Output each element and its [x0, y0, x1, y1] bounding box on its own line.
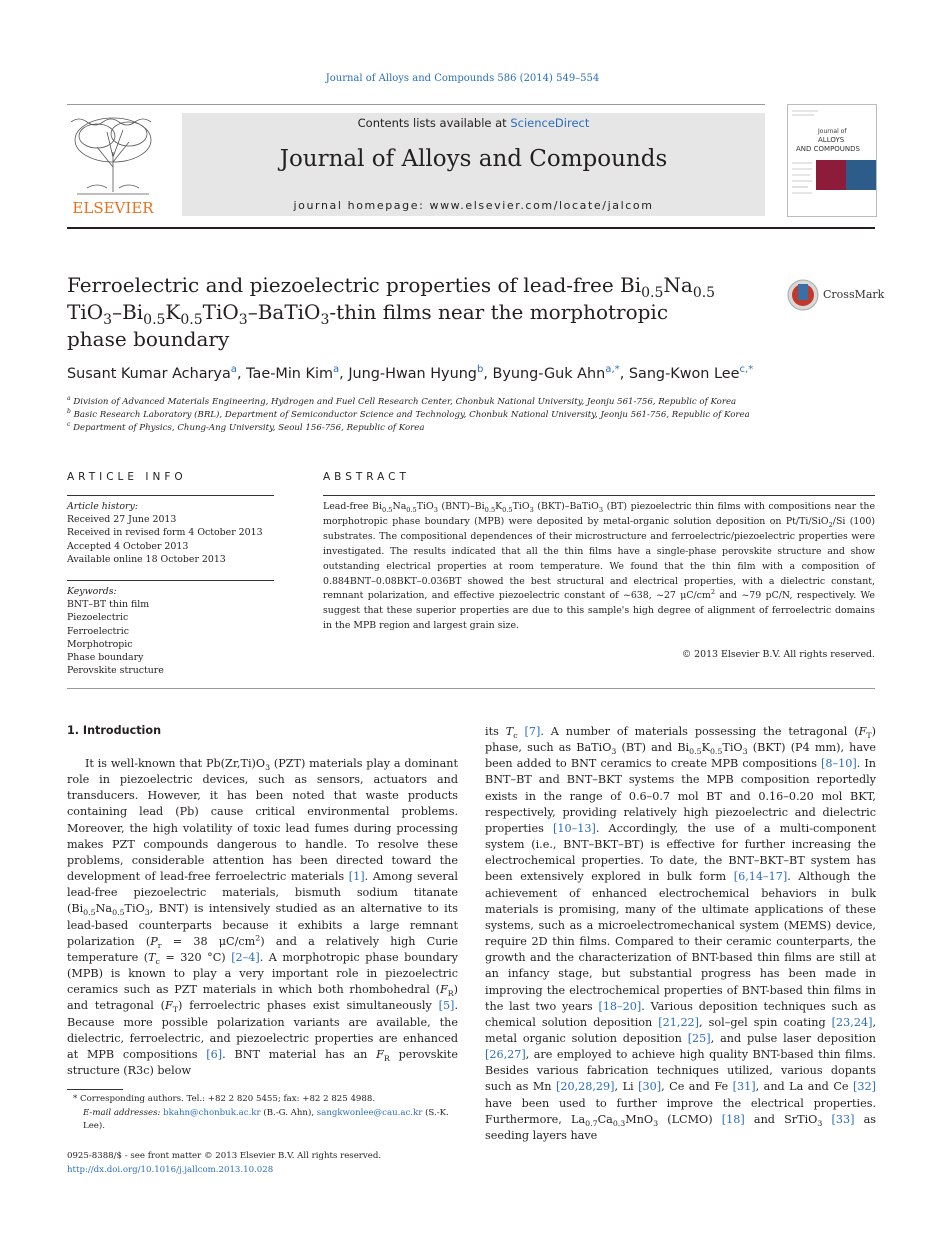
author: Susant Kumar Acharya — [67, 366, 231, 382]
keyword: Morphotropic — [67, 638, 133, 650]
issn-line: 0925-8388/$ - see front matter © 2013 Elsevier B.V. All rights reserved. — [67, 1151, 382, 1161]
section-rule — [67, 688, 875, 689]
article-history: Article history: Received 27 June 2013 Received in revised form 4 October 2013 Accepted 4 October 2013 Available online 18 October 2013 — [67, 501, 263, 565]
keyword: Ferroelectric — [67, 625, 129, 637]
keywords: Keywords: BNT–BT thin film Piezoelectric Ferroelectric Morphotropic Phase boundary Perovskite structure — [67, 585, 274, 677]
elsevier-logo — [67, 112, 159, 216]
author-list: Susant Kumar Acharya$^a$, Tae-Min Kim$^a$, Jung-Hwan Hyung$^b$, Byung-Guk Ahn$^{a,*}$, Sang-Kwon Lee$^{c,*}$ — [67, 364, 754, 382]
svg-text:Journal of: Journal of — [818, 128, 847, 135]
author: Byung-Guk Ahn — [492, 366, 606, 382]
abstract-text: Lead-free $Bi_{0.5}Na_{0.5}TiO_3$ $(BNT)-Bi_{0.5}K_{0.5}TiO_3$ (BKT)–BaTiO$_3$ (BT) piezoelectric thin films with compositions near the morphotropic phase boundary (MPB) were deposited by metal-organic solution deposition on Pt/Ti/SiO$_2$/Si (100) substrates. The compositional dependences of their microstructure and ferroelectric/piezoelectric properties were investigated. The results indicated that all the thin films have a single-phase perovskite structure and show outstanding electrical properties at room temperature. We found that the thin film with a composition of 0.884BNT–0.08BKT–0.036BT showed the best structural and electrical properties, with a dielectric constant, remnant polarization, and effective piezoelectric constant of ~638, ~27 $\mu C/cm^2$ and ~79 pC/N, respectively. We suggest that these superior properties are due to this sample's high degree of alignment of ferroelectric domains in the MPB region and largest grain size. — [323, 501, 876, 632]
journal-cover — [787, 104, 877, 217]
footnote-rule — [67, 1089, 123, 1090]
abstract-copyright: © 2013 Elsevier B.V. All rights reserved. — [681, 649, 875, 660]
sciencedirect-link[interactable]: ScienceDirect — [510, 116, 590, 130]
crossmark-label: CrossMark — [823, 288, 885, 301]
journal-homepage[interactable]: journal homepage: www.elsevier.com/locate/jalcom — [293, 199, 654, 212]
email-link[interactable]: bkahn@chonbuk.ac.kr — [163, 1107, 261, 1118]
keyword: Piezoelectric — [67, 612, 129, 624]
affiliation: $^a$ Division of Advanced Materials Engineering, Hydrogen and Fuel Cell Research Center, Chonbuk National University, Jeonju 561-756, Republic of Korea — [67, 395, 737, 407]
publisher-name: ELSEVIER — [72, 199, 154, 216]
svg-text:AND COMPOUNDS: AND COMPOUNDS — [796, 145, 861, 153]
keyword: Phase boundary — [67, 652, 144, 664]
author: Jung-Hwan Hyung — [348, 366, 477, 382]
keyword: BNT–BT thin film — [67, 599, 150, 611]
elsevier-tree-icon — [67, 112, 159, 216]
contents-line: Contents lists available at ScienceDirect — [357, 116, 590, 130]
header-rule — [67, 104, 765, 105]
page-footer — [67, 1149, 381, 1177]
keywords-rule — [67, 580, 274, 581]
abstract-heading: ABSTRACT — [323, 471, 410, 483]
affiliation: $^b$ Basic Research Laboratory (BRL), Department of Semiconductor Science and Technology, Chonbuk National University, Jeonju 561-756, Republic of Korea — [67, 408, 750, 420]
affiliation: $^c$ Department of Physics, Chung-Ang University, Seoul 156-756, Republic of Korea — [67, 421, 425, 433]
article-info-heading: ARTICLE INFO — [67, 471, 187, 483]
author: Tae-Min Kim — [246, 366, 333, 382]
abstract-rule — [323, 495, 875, 496]
intro-right-column: its $T_c$ [7]. A number of materials possessing the tetragonal $(F_T)$ phase, such as BaTiO$_3$ (BT) and $Bi_{0.5}K_{0.5}TiO_3$ (BKT) (P4 mm), have been added to BNT ceramics to create MPB compositions [8–10]. In BNT–BT and BNT–BKT systems the MPB composition reportedly exists in the range of 0.6–0.7 mol BT and 0.16–0.20 mol BKT, respectively, providing relatively high piezoelectric and dielectric properties [10–13]. Accordingly, the use of a multi-component system (i.e., BNT–BKT–BT) is effective for further increasing the electrochemical properties. To date, the BNT–BKT–BT system has been extensively explored in bulk form [6,14–17]. Although the achievement of enhanced electrochemical behaviors in bulk materials is promising, many of the ultimate applications of these systems, such as a microelectromechanical system (MEMS) device, require 2D thin films. Compared to their ceramic counterparts, the growth and the characterization of BNT-based thin films are still at an infancy stage, but substantial progress has been made in improving the electrochemical properties of BNT-based thin films in the last two years [18–20]. Various deposition techniques such as chemical solution deposition [21,22], sol–gel spin coating [23,24], metal organic solution deposition [25], and pulse laser deposition [26,27], are employed to achieve high quality BNT-based thin films. Besides various fabrication techniques utilized, various dopants such as Mn [20,28,29], Li [30], Ce and Fe [31], and La and Ce [32] have been used to further improve the electrical properties. Furthermore, $La_{0.7}Ca_{0.3}MnO_3$ (LCMO) [18] and SrTiO$_3$ [33] as seeding layers have — [485, 725, 877, 1142]
intro-left-column: It is well-known that $Pb(Zr,Ti)O_3$ (PZT) materials play a dominant role in piezoelectric devices, such as sensors, actuators and transducers. However, it has been noted that waste products containing lead (Pb) cause critical environmental problems. Moreover, the high volatility of toxic lead fumes during processing makes PZT compounds dangerous to handle. To resolve these problems, considerable attention has been directed toward the development of lead-free ferroelectric materials [1]. Among several lead-free piezoelectric materials, bismuth sodium titanate ($Bi_{0.5}Na_{0.5}TiO_3$, BNT) is intensively studied as an alternative to its lead-based counterparts because it exhibits a large remnant polarization ($P_r = 38$ $\mu C/cm^2$) and a relatively high Curie temperature ($T_c = 320$ °C) [2–4]. A morphotropic phase boundary (MPB) is known to play a very important role in piezoelectric ceramics such as PZT materials in which both rhombohedral $(F_R)$ and tetragonal $(F_T)$ ferroelectric phases exist simultaneously [5]. Because more possible polarization variants are available, the dielectric, ferroelectric, and piezoelectric properties are enhanced at MPB compositions [6]. BNT material has an $F_R$ perovskite structure (R3c) below — [67, 757, 459, 1077]
crossmark-badge[interactable] — [787, 278, 885, 312]
footnote: * Corresponding authors. Tel.: +82 2 820 5455; fax: +82 2 825 4988. E-mail addresses: bkahn@chonbuk.ac.kr (B.-G. Ahn), sangkwonlee@cau.ac.kr (S.-K. Lee). — [73, 1094, 449, 1131]
journal-citation[interactable]: Journal of Alloys and Compounds 586 (2014) 549–554 — [325, 73, 600, 84]
article-title: Ferroelectric and piezoelectric properties of lead-free $Bi_{0.5}Na_{0.5}$ $TiO_3-Bi_{0.5}K_{0.5}TiO_3-BaTiO_3$-thin films near the morphotropic phase boundary — [67, 273, 716, 351]
crossmark-icon — [787, 278, 823, 312]
email-link[interactable]: sangkwonlee@cau.ac.kr — [316, 1107, 423, 1118]
keyword: Perovskite structure — [67, 665, 164, 677]
svg-text:ALLOYS: ALLOYS — [818, 136, 845, 144]
author: Sang-Kwon Lee — [628, 366, 740, 382]
journal-title: Journal of Alloys and Compounds — [279, 146, 668, 172]
section-heading: 1. Introduction — [67, 724, 162, 737]
header-divider — [67, 227, 875, 229]
article-info-rule — [67, 495, 274, 496]
doi-link[interactable]: http://dx.doi.org/10.1016/j.jallcom.2013.10.028 — [67, 1165, 274, 1175]
journal-banner — [182, 113, 765, 216]
